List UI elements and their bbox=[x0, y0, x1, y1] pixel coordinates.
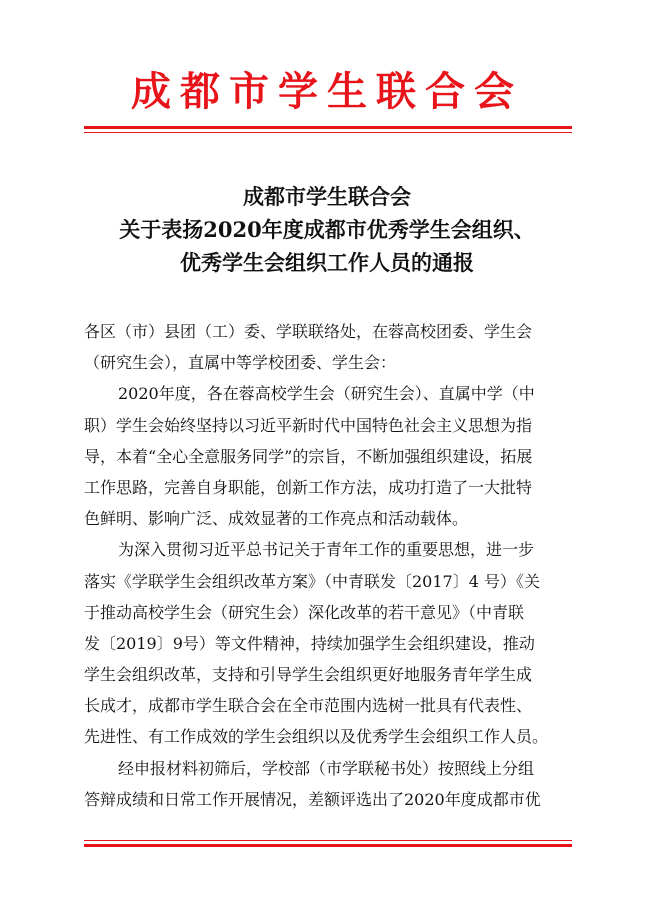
body-line: 为深入贯彻习近平总书记关于青年工作的重要思想，进一步 bbox=[118, 540, 535, 560]
document-body bbox=[84, 316, 580, 815]
body-line: 落实《学联学生会组织改革方案》（中青联发〔2017〕4 号）《关 bbox=[84, 571, 540, 591]
document-title-line: 关于表扬2020年度成都市优秀学生会组织、 bbox=[119, 217, 535, 242]
letterhead-divider-thin bbox=[84, 132, 572, 133]
document-title bbox=[0, 180, 654, 279]
body-line: （研究生会），直属中等学校团委、学生会： bbox=[84, 353, 397, 373]
body-line: 工作思路，完善自身职能，创新工作方法，成功打造了一大批特 bbox=[84, 477, 533, 497]
body-line: 发〔2019〕9号）等文件精神，持续加强学生会组织建设，推动 bbox=[84, 633, 535, 653]
body-line: 经申报材料初筛后，学校部（市学联秘书处）按照线上分组 bbox=[118, 758, 535, 778]
body-line: 于推动高校学生会（研究生会）深化改革的若干意见》（中青联 bbox=[84, 602, 525, 622]
letterhead-divider-thick bbox=[84, 126, 572, 129]
body-line: 答辩成绩和日常工作开展情况，差额评选出了2020年度成都市优 bbox=[84, 789, 541, 809]
body-line: 各区（市）县团（工）委、学联联络处，在蓉高校团委、学生会 bbox=[84, 322, 533, 341]
body-line: 2020年度，各在蓉高校学生会（研究生会）、直属中学（中 bbox=[118, 384, 535, 404]
body-line: 职）学生会始终坚持以习近平新时代中国特色社会主义思想为指 bbox=[84, 415, 533, 435]
footer-divider-thin bbox=[84, 840, 572, 841]
body-line: 导，本着“全心全意服务同学”的宗旨，不断加强组织建设，拓展 bbox=[84, 446, 533, 466]
footer-divider-thick bbox=[84, 844, 572, 847]
document-title-line: 成都市学生联合会 bbox=[243, 184, 411, 209]
body-line: 先进性、有工作成效的学生会组织以及优秀学生会组织工作人员。 bbox=[84, 727, 549, 747]
document-title-line: 优秀学生会组织工作人员的通报 bbox=[180, 250, 474, 275]
body-line: 长成才，成都市学生联合会在全市范围内选树一批具有代表性、 bbox=[84, 696, 533, 716]
body-line: 学生会组织改革，支持和引导学生会组织更好地服务青年学生成 bbox=[84, 665, 533, 685]
letterhead-title: 成都市学生联合会 bbox=[131, 68, 523, 115]
body-line: 色鲜明、影响广泛、成效显著的工作亮点和活动载体。 bbox=[84, 509, 469, 529]
